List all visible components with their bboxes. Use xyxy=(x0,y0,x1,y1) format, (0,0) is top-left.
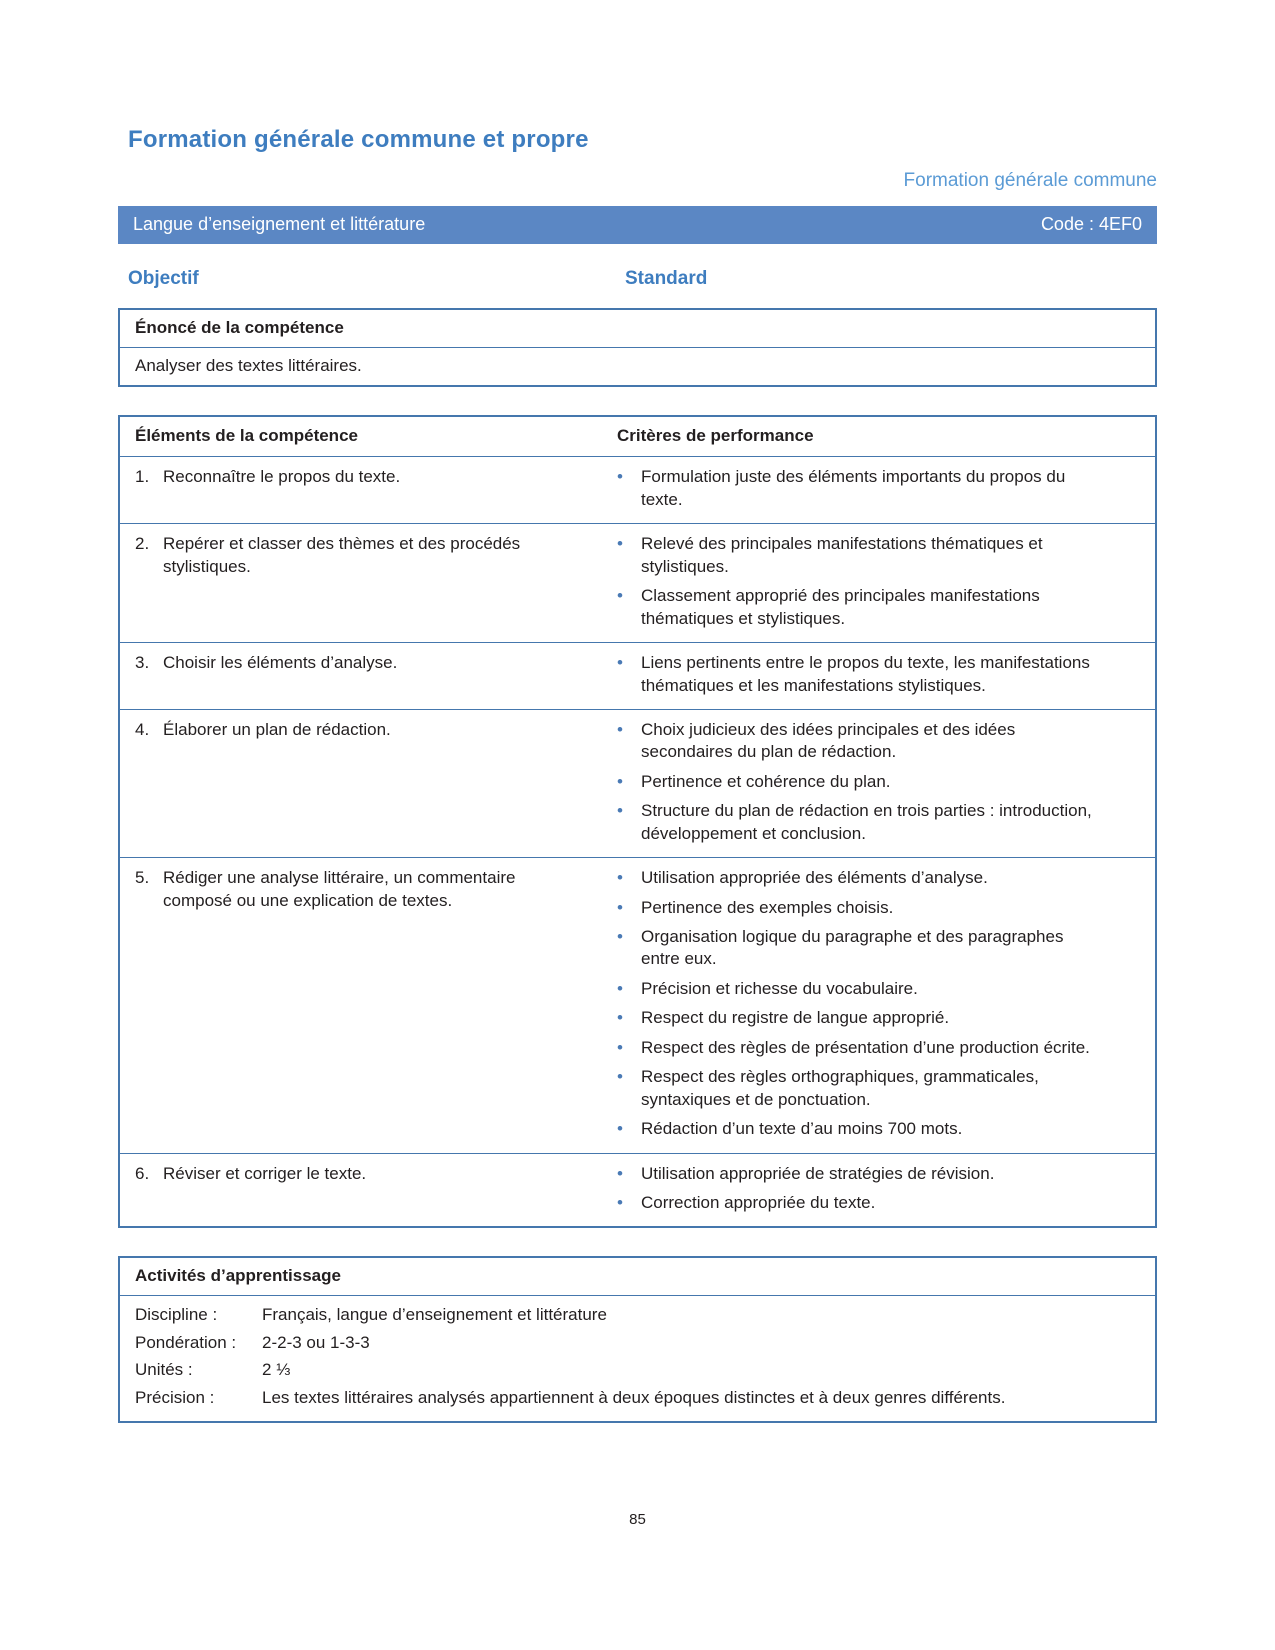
criteria-item: • Liens pertinents entre le propos du texte, les manifestations thématiques et les manifestations stylistiques. xyxy=(617,652,1105,697)
element-number: 3. xyxy=(135,653,150,673)
activites-line xyxy=(135,1332,1140,1354)
element-number: 4. xyxy=(135,719,150,739)
criteria-cell xyxy=(617,1154,1155,1227)
criteria-item: • Pertinence et cohérence du plan. xyxy=(617,771,1105,793)
criteria-cell xyxy=(617,643,1155,709)
enonce-table xyxy=(118,308,1157,387)
competence-row xyxy=(120,709,1155,857)
element-number: 5. xyxy=(135,868,150,888)
competence-row xyxy=(120,1153,1155,1227)
activites-label: Précision : xyxy=(135,1387,215,1407)
activites-value: Français, langue d’enseignement et littérature xyxy=(262,1305,607,1325)
standard-label: Standard xyxy=(625,268,708,289)
criteria-cell xyxy=(617,524,1155,642)
activites-header: Activités d’apprentissage xyxy=(135,1266,341,1286)
activites-table xyxy=(118,1256,1157,1423)
banner-course-name: Langue d’enseignement et littérature xyxy=(133,214,426,234)
competence-row xyxy=(120,642,1155,709)
competence-row xyxy=(120,456,1155,523)
criteria-item: • Rédaction d’un texte d’au moins 700 mots. xyxy=(617,1118,1105,1140)
criteria-item: • Précision et richesse du vocabulaire. xyxy=(617,978,1105,1000)
competence-table-header xyxy=(120,417,1155,456)
page-number: 85 xyxy=(629,1511,646,1528)
activites-label: Discipline : xyxy=(135,1305,218,1325)
criteria-item: • Choix judicieux des idées principales et des idées secondaires du plan de rédaction. xyxy=(617,719,1105,764)
element-text: Élaborer un plan de rédaction. xyxy=(163,719,391,739)
activites-label: Pondération : xyxy=(135,1332,237,1352)
enonce-header: Énoncé de la compétence xyxy=(135,318,344,337)
element-text: Choisir les éléments d’analyse. xyxy=(163,653,398,673)
element-cell xyxy=(120,1154,617,1227)
criteria-cell xyxy=(617,457,1155,523)
activites-body xyxy=(120,1295,1155,1421)
element-cell xyxy=(120,643,617,709)
criteria-item: • Structure du plan de rédaction en trois parties : introduction, développement et conclusion. xyxy=(617,800,1105,845)
competence-table xyxy=(118,415,1157,1228)
element-text: Reconnaître le propos du texte. xyxy=(163,467,401,487)
elements-column-header: Éléments de la compétence xyxy=(135,426,358,445)
column-labels xyxy=(118,268,1157,290)
element-text: Réviser et corriger le texte. xyxy=(163,1163,367,1183)
activites-value: 2-2-3 ou 1-3-3 xyxy=(262,1332,370,1352)
course-banner xyxy=(118,206,1157,244)
activites-line xyxy=(135,1304,1140,1326)
criteria-item: • Pertinence des exemples choisis. xyxy=(617,897,1105,919)
criteria-item: • Respect des règles de présentation d’une production écrite. xyxy=(617,1037,1105,1059)
section-subtitle: Formation générale commune xyxy=(903,170,1157,191)
element-cell xyxy=(120,858,617,1152)
criteria-item: • Utilisation appropriée des éléments d’analyse. xyxy=(617,867,1105,889)
activites-line xyxy=(135,1359,1140,1381)
activites-line xyxy=(135,1387,1140,1409)
criteria-cell xyxy=(617,710,1155,857)
criteria-item: • Organisation logique du paragraphe et des paragraphes entre eux. xyxy=(617,926,1105,971)
element-cell xyxy=(120,457,617,523)
criteria-item: • Formulation juste des éléments importants du propos du texte. xyxy=(617,466,1105,511)
element-number: 1. xyxy=(135,467,150,487)
banner-course-code: Code : 4EF0 xyxy=(1040,214,1142,234)
enonce-body: Analyser des textes littéraires. xyxy=(120,347,1155,385)
element-cell xyxy=(120,710,617,857)
page-title: Formation générale commune et propre xyxy=(128,126,589,153)
competence-row xyxy=(120,523,1155,642)
criteres-column-header: Critères de performance xyxy=(617,426,814,445)
criteria-item: • Correction appropriée du texte. xyxy=(617,1192,1105,1214)
activites-value: Les textes littéraires analysés appartiennent à deux époques distinctes et à deux genres différents. xyxy=(262,1387,1006,1407)
criteria-item: • Respect des règles orthographiques, grammaticales, syntaxiques et de ponctuation. xyxy=(617,1066,1105,1111)
criteria-item: • Classement approprié des principales manifestations thématiques et stylistiques. xyxy=(617,585,1105,630)
criteria-item: • Relevé des principales manifestations thématiques et stylistiques. xyxy=(617,533,1105,578)
activites-value: 2 ⅓ xyxy=(262,1360,291,1380)
competence-row xyxy=(120,857,1155,1152)
criteria-item: • Utilisation appropriée de stratégies de révision. xyxy=(617,1163,1105,1185)
element-text: Repérer et classer des thèmes et des procédés stylistiques. xyxy=(163,534,521,576)
objectif-label: Objectif xyxy=(128,268,199,289)
activites-label: Unités : xyxy=(135,1360,193,1380)
element-cell xyxy=(120,524,617,642)
criteria-item: • Respect du registre de langue approprié. xyxy=(617,1007,1105,1029)
element-number: 2. xyxy=(135,534,150,554)
criteria-cell xyxy=(617,858,1155,1152)
element-text: Rédiger une analyse littéraire, un commentaire composé ou une explication de textes. xyxy=(163,868,516,910)
element-number: 6. xyxy=(135,1163,150,1183)
